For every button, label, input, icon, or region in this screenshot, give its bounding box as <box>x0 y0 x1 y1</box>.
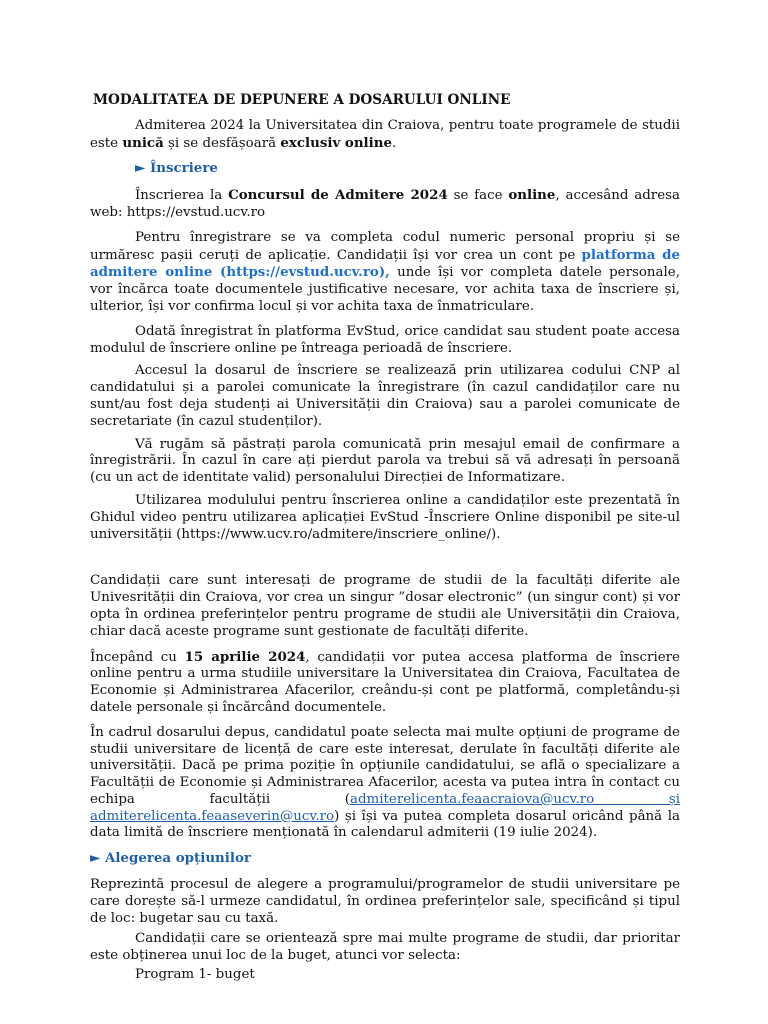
paragraph-evstud: Odată înregistrat în platforma EvStud, orice candidat sau student poate accesa modulul de înscriere online pe întreaga perioadă de înscriere. <box>90 323 680 356</box>
email-link-craiova[interactable]: admiterelicenta.feaacraiova@ucv.ro <box>350 791 595 807</box>
program-item: Program 1- buget <box>135 967 255 983</box>
paragraph-buget: Candidații care se orientează spre mai multe programe de studii, dar prioritar este obținerea unui loc de la buget, atunci vor selecta: <box>90 931 680 964</box>
heading-alegerea-optiunilor: ► Alegerea opțiunilor <box>90 850 251 867</box>
heading-inscriere: ► Înscriere <box>135 160 218 177</box>
platform-link[interactable]: platforma de admitere online (https://evstud.ucv.ro), <box>90 246 680 281</box>
paragraph-intro: Admiterea 2024 la Universitatea din Craiova, pentru toate programele de studii este unică și se desfășoară exclusiv online. <box>90 117 680 151</box>
document-title: MODALITATEA DE DEPUNERE A DOSARULUI ONLINE <box>93 92 511 108</box>
paragraph-dosar-electronic: Candidații care sunt interesați de programe de studii de la facultăți diferite ale Univesrității din Craiova, vor crea un singur ”dosar electronic” (un singur cont) și vor opta în ordinea preferințelor pentru programe de studii ale Universității din Craiova, chiar dacă aceste programe sunt gestionate de facultăți diferite. <box>90 573 680 639</box>
paragraph-inscriere: Înscrierea la Concursul de Admitere 2024 se face online, accesând adresa web: https://evstud.ucv.ro <box>90 187 680 220</box>
paragraph-parola: Vă rugăm să păstrați parola comunicată prin mesajul email de confirmare a înregistrării. În cazul în care ați pierdut parola va trebui să vă adresați în persoană (cu un act de identitate valid) personalului Direcției de Informatizare. <box>90 436 680 486</box>
paragraph-incepand: Începând cu 15 aprilie 2024, candidații vor putea accesa platforma de înscriere online pentru a urma studiile universitare la Universitatea din Craiova, Facultatea de Economie și Administrarea Afacerilor, creându-și cont pe platformă, completându-și datele personale și încărcând documentele. <box>90 648 680 715</box>
paragraph-inregistrare: Pentru înregistrare se va completa codul numeric personal propriu și se urmăresc pașii ceruți de aplicație. Candidații își vor crea un cont pe platforma de admitere online (https://evstud.ucv.ro), unde își vor completa datele personale, vor încărca toate documentele justificative necesare, vor achita taxa de înscriere și, ulterior, își vor confirma locul și vor achita taxa de înmatriculare. <box>90 229 680 314</box>
paragraph-ghid: Utilizarea modulului pentru înscrierea online a candidaților este prezentată în Ghidul video pentru utilizarea aplicației EvStud -Înscriere Online disponibil pe site-ul universității (https://www.ucv.ro/admitere/inscriere_online/). <box>90 492 680 542</box>
paragraph-acces: Accesul la dosarul de înscriere se realizează prin utilizarea codului CNP al candidatului și a parolei comunicate la înregistrare (în cazul candidaților care nu sunt/au fost deja studenți ai Universității din Craiova) sau a parolei comunicate de secretariate (în cazul studenților). <box>90 363 680 429</box>
email-link-severin[interactable]: admiterelicenta.feaaseverin@ucv.ro <box>90 808 335 824</box>
paragraph-optiuni-dosar: În cadrul dosarului depus, candidatul poate selecta mai multe opțiuni de programe de studii universitare de licență de care este interesat, derulate în facultăți diferite ale universității. Dacă pe prima poziție în opțiunile candidatului, se află o specializare a Facultății de Economie și Administrarea Afacerilor, acesta va putea intra în contact cu echipa facultății (admiterelicenta.feaacraiova@ucv.ro și admiterelicenta.feaaseverin@ucv.ro) și își va putea completa dosarul oricând până la data limită de înscriere menționată în calendarul admiterii (19 iulie 2024). <box>90 724 680 841</box>
paragraph-alegere: Reprezintă procesul de alegere a programului/programelor de studii universitare pe care dorește să-l urmeze candidatul, în ordinea preferințelor sale, specificând și tipul de loc: bugetar sau cu taxă. <box>90 877 680 926</box>
